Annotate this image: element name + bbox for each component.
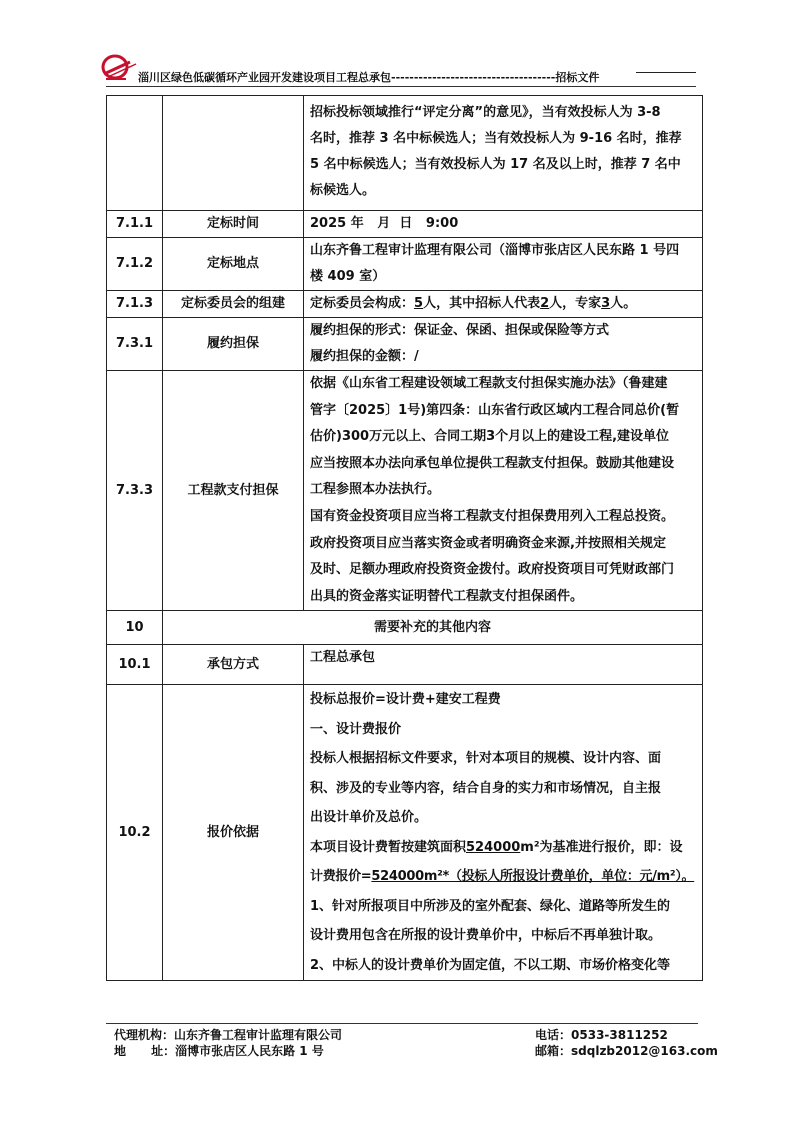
header-signature-line	[636, 72, 696, 73]
row-item: 履约担保	[163, 318, 304, 371]
table-row	[107, 211, 703, 238]
row-content: 定标委员会构成：5人，其中招标人代表2人，专家3人。	[304, 291, 703, 318]
row-number: 7.1.3	[107, 291, 163, 318]
footer-email: 邮箱：sdqlzb2012@163.com	[535, 1044, 718, 1058]
table-row	[107, 611, 703, 645]
row-item: 定标地点	[163, 238, 304, 291]
row-content: 履约担保的形式：保证金、保函、担保或保险等方式 履约担保的金额：/	[304, 318, 703, 371]
table-row	[107, 318, 703, 371]
row-item: 定标委员会的组建	[163, 291, 304, 318]
row-number: 10.2	[107, 685, 163, 981]
header-divider	[106, 86, 696, 87]
bid-data-table	[106, 95, 703, 981]
row-content: 2025 年 月 日 9:00	[304, 211, 703, 238]
footer-phone: 电话：0533-3811252	[535, 1028, 668, 1042]
row-content: 招标投标领域推行“评定分离”的意见》，当有效投标人为 3-8 名时，推荐 3 名中标候选人；当有效投标人为 9-16 名时，推荐 5 名中标候选人；当有效投标人为 17 名及以上时，推荐 7 名中 标候选人。	[304, 96, 703, 211]
table-row	[107, 645, 703, 685]
section-heading: 需要补充的其他内容	[163, 611, 703, 645]
row-item: 工程款支付担保	[163, 371, 304, 611]
row-item: 定标时间	[163, 211, 304, 238]
row-content: 投标总报价=设计费+建安工程费 一、设计费报价 投标人根据招标文件要求，针对本项目的规模、设计内容、面 积、涉及的专业等内容，结合自身的实力和市场情况，自主报 出设计单价及总价。 本项目设计费暂按建筑面积524000m²为基准进行报价，即：设 计费报价=524000m²*（投标人所报设计费单价，单位：元/m²）。 1、针对所报项目中所涉及的室外配套、绿化、道路等所发生的 设计费用包含在所报的设计费单价中，中标后不再单独计取。 2、中标人的设计费单价为固定值，不以工期、市场价格变化等	[304, 685, 703, 981]
row-number: 7.1.2	[107, 238, 163, 291]
row-number: 7.3.1	[107, 318, 163, 371]
header-title: 淄川区绿色低碳循环产业园开发建设项目工程总承包------------------------------------招标文件	[138, 71, 600, 84]
table-row	[107, 371, 703, 611]
footer-agency: 代理机构：山东齐鲁工程审计监理有限公司	[114, 1028, 343, 1042]
row-content: 山东齐鲁工程审计监理有限公司（淄博市张店区人民东路 1 号四 楼 409 室）	[304, 238, 703, 291]
footer-address: 地 址：淄博市张店区人民东路 1 号	[114, 1044, 324, 1058]
row-item: 报价依据	[163, 685, 304, 981]
row-number: 10.1	[107, 645, 163, 685]
row-number: 10	[107, 611, 163, 645]
table-row	[107, 238, 703, 291]
table-row	[107, 291, 703, 318]
row-number: 7.3.3	[107, 371, 163, 611]
company-logo	[100, 52, 138, 82]
row-item	[163, 96, 304, 211]
row-item: 承包方式	[163, 645, 304, 685]
row-content: 工程总承包	[304, 645, 703, 685]
row-number	[107, 96, 163, 211]
table-row	[107, 685, 703, 981]
row-content: 依据《山东省工程建设领域工程款支付担保实施办法》（鲁建建 管字〔2025〕1号)第四条：山东省行政区域内工程合同总价(暂 估价)300万元以上、合同工期3个月以上的建设工程,建设单位 应当按照本办法向承包单位提供工程款支付担保。鼓励其他建设 工程参照本办法执行。 国有资金投资项目应当将工程款支付担保费用列入工程总投资。 政府投资项目应当落实资金或者明确资金来源,并按照相关规定 及时、足额办理政府投资资金拨付。政府投资项目可凭财政部门 出具的资金落实证明替代工程款支付担保函件。	[304, 371, 703, 611]
table-row	[107, 96, 703, 211]
row-number: 7.1.1	[107, 211, 163, 238]
footer-divider	[106, 1023, 698, 1024]
